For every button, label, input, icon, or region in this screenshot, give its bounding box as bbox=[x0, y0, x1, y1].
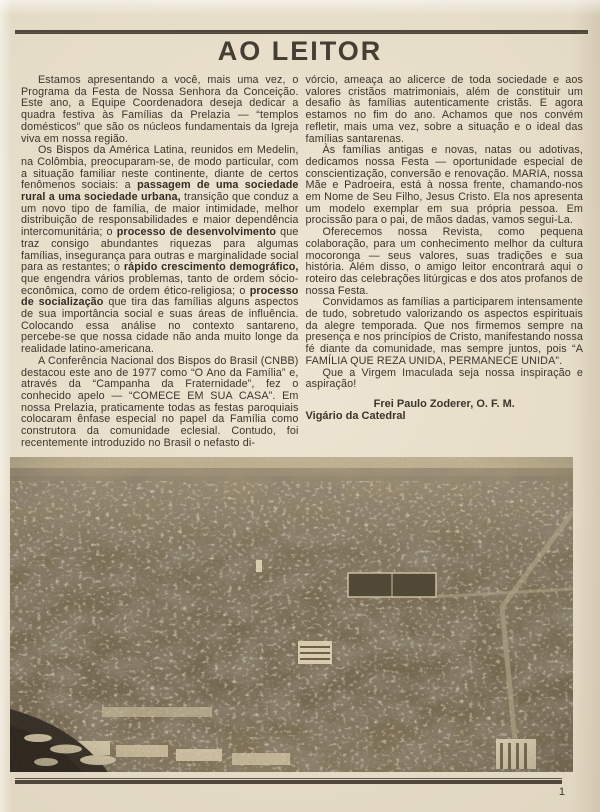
top-divider bbox=[15, 30, 588, 34]
aerial-photo-graphic bbox=[10, 457, 573, 772]
aerial-photo bbox=[10, 457, 573, 772]
paragraph: A Conferência Nacional dos Bispos do Brasil (CNBB) destacou este ano de 1977 como “O Ano da Família” e, através da “Campanha da Fraternidade”, fez o conhecido apelo — “COMECE EM SUA CASA”. Em nossa Prelazia, praticamente todas as festas paroquiais colocaram ênfase especial no papel da Família como construtora da comunidade eclesial. Contudo, foi recentemente introduzido no Brasil o nefasto di- bbox=[21, 354, 299, 449]
article-column-left bbox=[21, 75, 299, 450]
article-body bbox=[21, 75, 583, 450]
paragraph: Estamos apresentando a você, mais uma vez, o Programa da Festa de Nossa Senhora da Conceição. Este ano, a Equipe Coordenadora deseja dedicar a quadra festiva às Famílias da Prelazia — “templos domésticos” que são os núcleos fundamentais da Igreja viva em nossa região. bbox=[21, 74, 299, 145]
signature-name: Frei Paulo Zoderer, O. F. M. bbox=[373, 397, 515, 410]
paragraph: vórcio, ameaça ao alicerce de toda sociedade e aos valores cristãos matrimoniais, além de constituir um desafio às famílias autenticamente cristãs. E agora estamos no fim do ano. Achamos que nos convém refletir, mais uma vez, sobre a situação e o ideal das famílias santarenas. bbox=[305, 74, 583, 145]
page-title: AO LEITOR bbox=[217, 36, 383, 66]
paragraph: Que a Virgem Imaculada seja nossa inspiração e aspiração! bbox=[305, 366, 583, 391]
paragraph: Convidamos as famílias a participarem intensamente de tudo, sobretudo valorizando os aspectos espirituais da alegre temporada. Que nos firmemos sempre na presença e nos princípios de Cristo, manifestando nossa fé diante da comunidade, mas sempre juntos, pois “A FAMÍLIA QUE REZA UNIDA, PERMANECE UNIDA”. bbox=[305, 296, 583, 367]
bottom-divider bbox=[15, 778, 562, 779]
paragraph: Os Bispos da América Latina, reunidos em Medelin, na Colômbia, preocuparam-se, de modo particular, com a situação familiar neste continente, diante de certos fenômenos sociais: a passagem de uma sociedade rural a uma sociedade urbana, transição que conduz a um novo tipo de família, de maior intimidade, melhor distribuição de responsabilidades e maior dependência intercomunitária; o processo de desenvolvimento que traz consigo abundantes riquezas para algumas famílias, insegurança para outras e marginalidade social para as restantes; o rápido crescimento demográfico, que engendra vários problemas, tanto de ordem sócio-econômica, como de ordem ético-religiosa; o processo de socialização que tira das famílias alguns aspectos de sua importância social e suas áreas de influência. Colocando essa análise no contexto santareno, percebe-se que nossa cidade não anda muito longe da realidade latino-americana. bbox=[21, 144, 299, 356]
paragraph: Às famílias antigas e novas, natas ou adotivas, dedicamos nossa Festa — oportunidade especial de conscientização, conversão e renovação. MARIA, nossa Mãe e Padroeira, está à nossa frente, chamando-nos em Nome de Seu Filho, Jesus Cristo. Ela nos apresenta um modelo exemplar em sua própria pessoa. Em procissão para o pai, de mãos dadas, vamos segui-La. bbox=[305, 144, 583, 227]
paragraph: Oferecemos nossa Revista, como pequena colaboração, para um conhecimento melhor da cultura mocoronga — seus valores, suas tradições e sua história. Além disso, o amigo leitor encontrará aqui o roteiro das celebrações litúrgicas e dos atos profanos de nossa Festa. bbox=[305, 226, 583, 297]
vignette bbox=[10, 457, 573, 772]
article-column-right bbox=[306, 75, 584, 450]
signature-role: Vigário da Catedral bbox=[305, 409, 406, 422]
page-number: 1 bbox=[558, 786, 565, 798]
